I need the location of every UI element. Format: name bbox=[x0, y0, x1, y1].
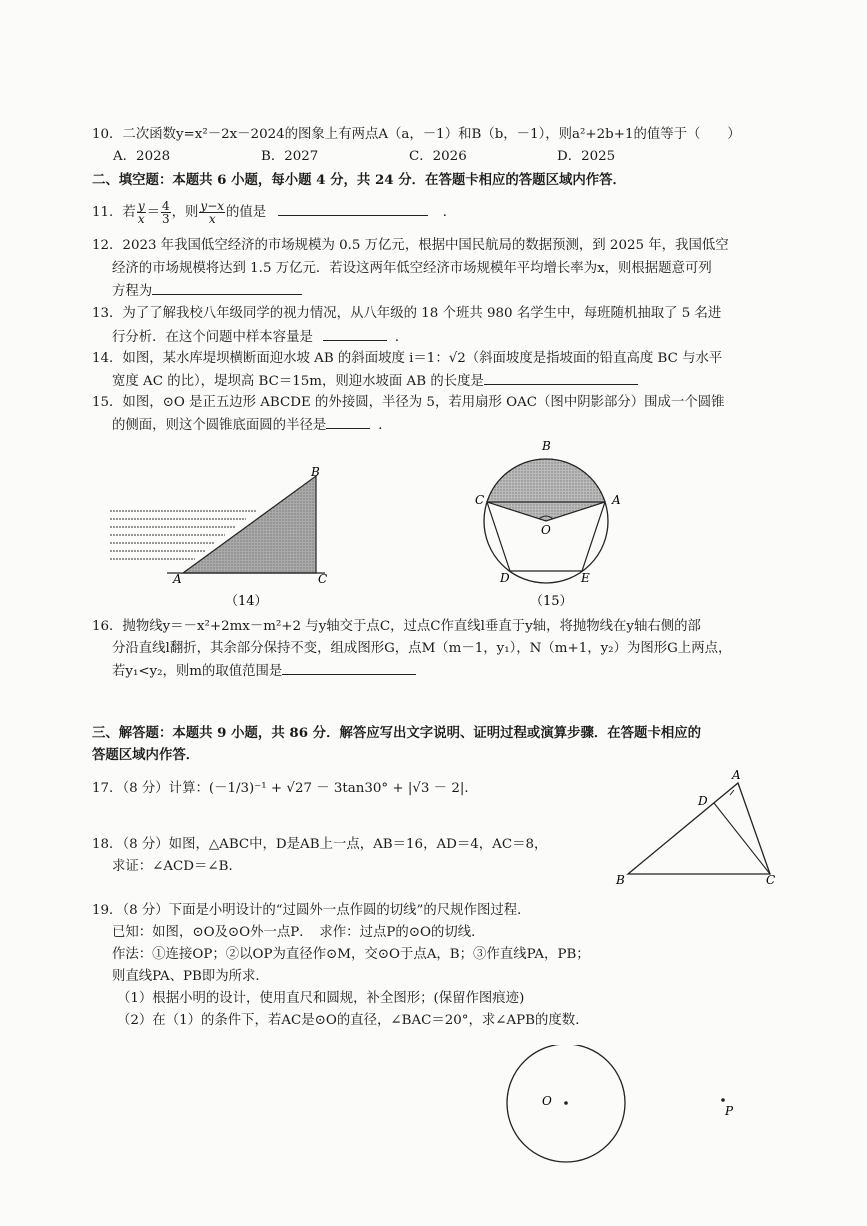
q15-line2-text: 的侧面，则这个圆锥底面圆的半径是 bbox=[112, 418, 327, 433]
label-o: O bbox=[541, 523, 551, 537]
q13-line2 bbox=[112, 328, 408, 347]
q19-line3: 作法：①连接OP；②以OP为直径作⊙M，交⊙O于点A，B；③作直线PA，PB； bbox=[112, 947, 590, 962]
tick-mark bbox=[730, 790, 734, 795]
figure-14-dam-cross-section bbox=[105, 462, 345, 612]
q10-options bbox=[113, 148, 705, 166]
figure-15-caption: （15） bbox=[530, 594, 573, 609]
q11-prefix: 11．若 bbox=[92, 205, 136, 220]
q12-answer-blank[interactable] bbox=[152, 282, 302, 295]
q19-line1: 19．（8 分）下面是小明设计的“过圆外一点作圆的切线”的尺规作图过程． bbox=[92, 903, 531, 918]
q15-answer-blank[interactable] bbox=[326, 416, 370, 429]
q10-option-d[interactable]: D．2025 bbox=[557, 149, 616, 164]
q16-answer-blank[interactable] bbox=[282, 662, 416, 675]
q11-suffix: 的值是 bbox=[226, 205, 267, 220]
q10-option-a[interactable]: A．2028 bbox=[113, 149, 171, 164]
label-e: E bbox=[581, 571, 590, 585]
label-c: C bbox=[766, 873, 776, 887]
q19-line2: 已知：如图，⊙O及⊙O外一点P． 求作：过点P的⊙O的切线． bbox=[112, 925, 485, 940]
q12-line3 bbox=[112, 282, 302, 301]
q12-line3-text: 方程为 bbox=[112, 284, 153, 299]
q14-answer-blank[interactable] bbox=[484, 372, 638, 385]
q11-answer-blank[interactable] bbox=[278, 203, 428, 216]
q14-line2-text: 宽度 AC 的比），堤坝高 BC＝15m，则迎水坡面 AB 的长度是 bbox=[112, 374, 484, 389]
sector-oac bbox=[487, 459, 605, 521]
figure-18-triangle-abc bbox=[610, 765, 785, 890]
segment-cd bbox=[714, 803, 770, 874]
label-b: B bbox=[616, 873, 625, 887]
q15-line2 bbox=[112, 416, 392, 435]
label-a: A bbox=[173, 572, 182, 586]
q15-line1: 15．如图，⊙O 是正五边形 ABCDE 的外接圆，半径为 5，若用扇形 OAC（图中阴影部分）围成一个圆锥 bbox=[92, 395, 725, 410]
figure-15-pentagon-circle bbox=[470, 432, 640, 612]
q19-part1: （1）根据小明的设计，使用直尺和圆规，补全图形；(保留作图痕迹) bbox=[117, 991, 525, 1006]
q18-line2: 求证：∠ACD＝∠B． bbox=[112, 859, 242, 874]
q10-option-b[interactable]: B．2027 bbox=[261, 149, 319, 164]
label-b: B bbox=[311, 465, 320, 479]
q13-end: ． bbox=[394, 330, 409, 345]
q10-text: 10．二次函数y=x²－2x－2024的图象上有两点A（a，－1）和B（b，－1），则a²+2b+1的值等于（ ） bbox=[92, 127, 741, 142]
q16-line3-text: 若y₁<y₂，则m的取值范围是 bbox=[112, 664, 283, 679]
label-a: A bbox=[732, 768, 741, 782]
section3-heading-line2: 答题区域内作答． bbox=[92, 747, 200, 763]
q10-option-c[interactable]: C．2026 bbox=[409, 149, 467, 164]
figure-19-circle-and-point bbox=[500, 1045, 760, 1165]
label-a: A bbox=[612, 493, 621, 507]
label-d: D bbox=[698, 794, 708, 808]
dam-slope-triangle bbox=[183, 476, 316, 573]
q11-end: ． bbox=[442, 205, 457, 220]
q11-fraction-target: $\frac{y-x}{x}$ bbox=[200, 199, 225, 226]
q13-answer-blank[interactable] bbox=[323, 328, 387, 341]
label-c: C bbox=[318, 572, 328, 586]
q14-line2 bbox=[112, 372, 638, 391]
q18-line1: 18．（8 分）如图，△ABC中，D是AB上一点，AB＝16，AD＝4，AC＝8， bbox=[92, 837, 548, 852]
q13-line1: 13．为了了解我校八年级同学的视力情况，从八年级的 18 个班共 980 名学生中，每班随机抽取了 5 名进 bbox=[92, 306, 722, 321]
q13-line2-text: 行分析．在这个问题中样本容量是 bbox=[112, 330, 313, 345]
q17: 17．（8 分）计算：(－1/3)⁻¹ + √27 － 3tan30° + |√3 － 2|． bbox=[92, 781, 478, 796]
q11-mid: ，则 bbox=[171, 205, 199, 220]
figure-14-caption: （14） bbox=[225, 594, 268, 609]
q16-line2: 分沿直线l翻折，其余部分保持不变，组成图形G，点M（m－1，y₁），N（m+1，y₂）为图形G上两点， bbox=[112, 641, 732, 656]
q16-line1: 16．抛物线y＝－x²+2mx－m²+2 与y轴交于点C，过点C作直线l垂直于y轴，将抛物线在y轴右侧的部 bbox=[92, 619, 701, 634]
center-o-dot bbox=[564, 1101, 568, 1105]
q16-line3 bbox=[112, 662, 416, 681]
q12-line1: 12．2023 年我国低空经济的市场规模为 0.5 万亿元，根据中国民航局的数据预测，到 2025 年，我国低空 bbox=[92, 238, 729, 253]
q11 bbox=[92, 196, 456, 230]
label-o: O bbox=[542, 1094, 552, 1108]
label-b: B bbox=[542, 439, 551, 453]
q14-line1: 14．如图，某水库堤坝横断面迎水坡 AB 的斜面坡度 i＝1：√2（斜面坡度是指坡面的铅直高度 BC 与水平 bbox=[92, 351, 723, 366]
q15-end: ． bbox=[378, 418, 392, 433]
point-p-dot bbox=[721, 1098, 725, 1102]
label-c: C bbox=[475, 493, 485, 507]
q11-fraction-y-over-x: $\frac{y}{x}$ bbox=[137, 199, 145, 226]
q11-fraction-4-over-3: $\frac{4}{3}$ bbox=[162, 199, 170, 226]
q19-part2: （2）在（1）的条件下，若AC是⊙O的直径，∠BAC＝20°，求∠APB的度数． bbox=[117, 1013, 589, 1028]
q19-line4: 则直线PA、PB即为所求． bbox=[112, 969, 269, 984]
section2-heading: 二、填空题：本题共 6 小题，每小题 4 分，共 24 分．在答题卡相应的答题区域内作答． bbox=[92, 172, 626, 188]
label-d: D bbox=[500, 571, 510, 585]
section3-heading-line1: 三、解答题：本题共 9 小题，共 86 分．解答应写出文字说明、证明过程或演算步骤．在答题卡相应的 bbox=[92, 725, 702, 741]
label-p: P bbox=[725, 1104, 734, 1118]
q12-line2: 经济的市场规模将达到 1.5 万亿元．若设这两年低空经济市场规模年平均增长率为x，则根据题意可列 bbox=[112, 261, 712, 276]
q11-equals: ＝ bbox=[146, 205, 160, 220]
